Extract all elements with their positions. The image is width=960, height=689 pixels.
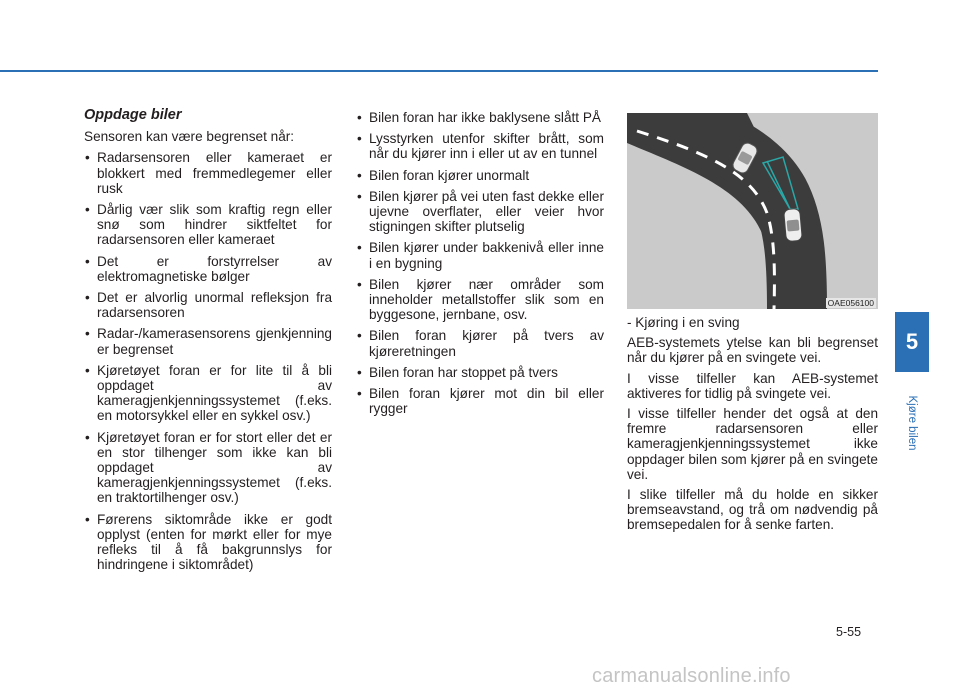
figure-code: OAE056100	[827, 298, 874, 308]
chapter-title-label: Kjøre bilen	[906, 395, 918, 450]
chapter-tab: 5	[895, 312, 929, 372]
column-left	[84, 108, 332, 578]
list-item: • Dårlig vær slik som kraftig regn eller snø som hindrer siktfeltet for radarsensoren eller kameraet	[84, 202, 332, 248]
section-heading: Oppdage biler	[84, 107, 182, 123]
limitations-list-1	[84, 150, 332, 572]
list-item: • Radar-/kamerasensorens gjenkjenning er begrenset	[84, 326, 332, 356]
list-item: • Bilen foran har ikke baklysene slått PÅ	[356, 110, 604, 125]
list-item: • Kjøretøyet foran er for stort eller det er en stor tilhenger som ikke kan bli oppdaget av kameragjenkjenningssystemet (f.eks. en traktortilhenger osv.)	[84, 430, 332, 506]
list-item: • Det er forstyrrelser av elektromagnetiske bølger	[84, 254, 332, 284]
curved-road-illustration	[627, 113, 878, 309]
list-item: • Kjøretøyet foran er for lite til å bli oppdaget av kameragjenkjenningssystemet (f.eks. en motorsykkel eller en sykkel osv.)	[84, 363, 332, 424]
intro-text: Sensoren kan være begrenset når:	[84, 129, 295, 145]
list-item: • Lysstyrken utenfor skifter brått, som når du kjører inn i eller ut av en tunnel	[356, 131, 604, 161]
limitations-list-2	[356, 110, 604, 416]
list-item: • Bilen kjører nær områder som inneholder metallstoffer slik som en byggesone, jernbane, osv.	[356, 277, 604, 323]
list-item: • Bilen kjører på vei uten fast dekke eller ujevne overflater, eller veier hvor stigningen skifter plutselig	[356, 189, 604, 235]
watermark: carmanualsonline.info	[592, 665, 791, 687]
column-middle	[356, 110, 604, 422]
list-item: • Bilen kjører under bakkenivå eller inne i en bygning	[356, 240, 604, 270]
paragraph: I slike tilfeller må du holde en sikker bremseavstand, og trå om nødvendig på bremsepedalen for å senke farten.	[627, 487, 878, 533]
list-item: • Det er alvorlig unormal refleksjon fra radarsensoren	[84, 290, 332, 320]
paragraph: I visse tilfeller kan AEB-systemet aktiveres for tidlig på svingete vei.	[627, 370, 878, 401]
header-rule	[0, 70, 878, 72]
list-item: • Bilen foran kjører unormalt	[356, 168, 604, 183]
list-item: • Bilen foran kjører mot din bil eller rygger	[356, 386, 604, 416]
column-right	[627, 315, 878, 538]
page-number: 5-55	[836, 625, 862, 639]
subsection-title: - Kjøring i en sving	[627, 315, 740, 330]
paragraph: I visse tilfeller hender det også at den fremre radarsensoren eller kameragjenkjenningssystemet ikke oppdager bilen som kjører på en svingete vei.	[627, 406, 878, 482]
chapter-title	[897, 385, 927, 460]
list-item: • Førerens siktområde ikke er godt opplyst (enten for mørkt eller for mye refleks til å få bakgrunnslys for hindringene i siktområdet)	[84, 512, 332, 573]
paragraph: AEB-systemets ytelse kan bli begrenset når du kjører på en svingete vei.	[627, 335, 878, 366]
list-item: • Bilen foran har stoppet på tvers	[356, 365, 604, 380]
curved-road-two-cars-icon	[627, 113, 878, 309]
list-item: • Radarsensoren eller kameraet er blokkert med fremmedlegemer eller rusk	[84, 150, 332, 196]
list-item: • Bilen foran kjører på tvers av kjøreretningen	[356, 328, 604, 358]
